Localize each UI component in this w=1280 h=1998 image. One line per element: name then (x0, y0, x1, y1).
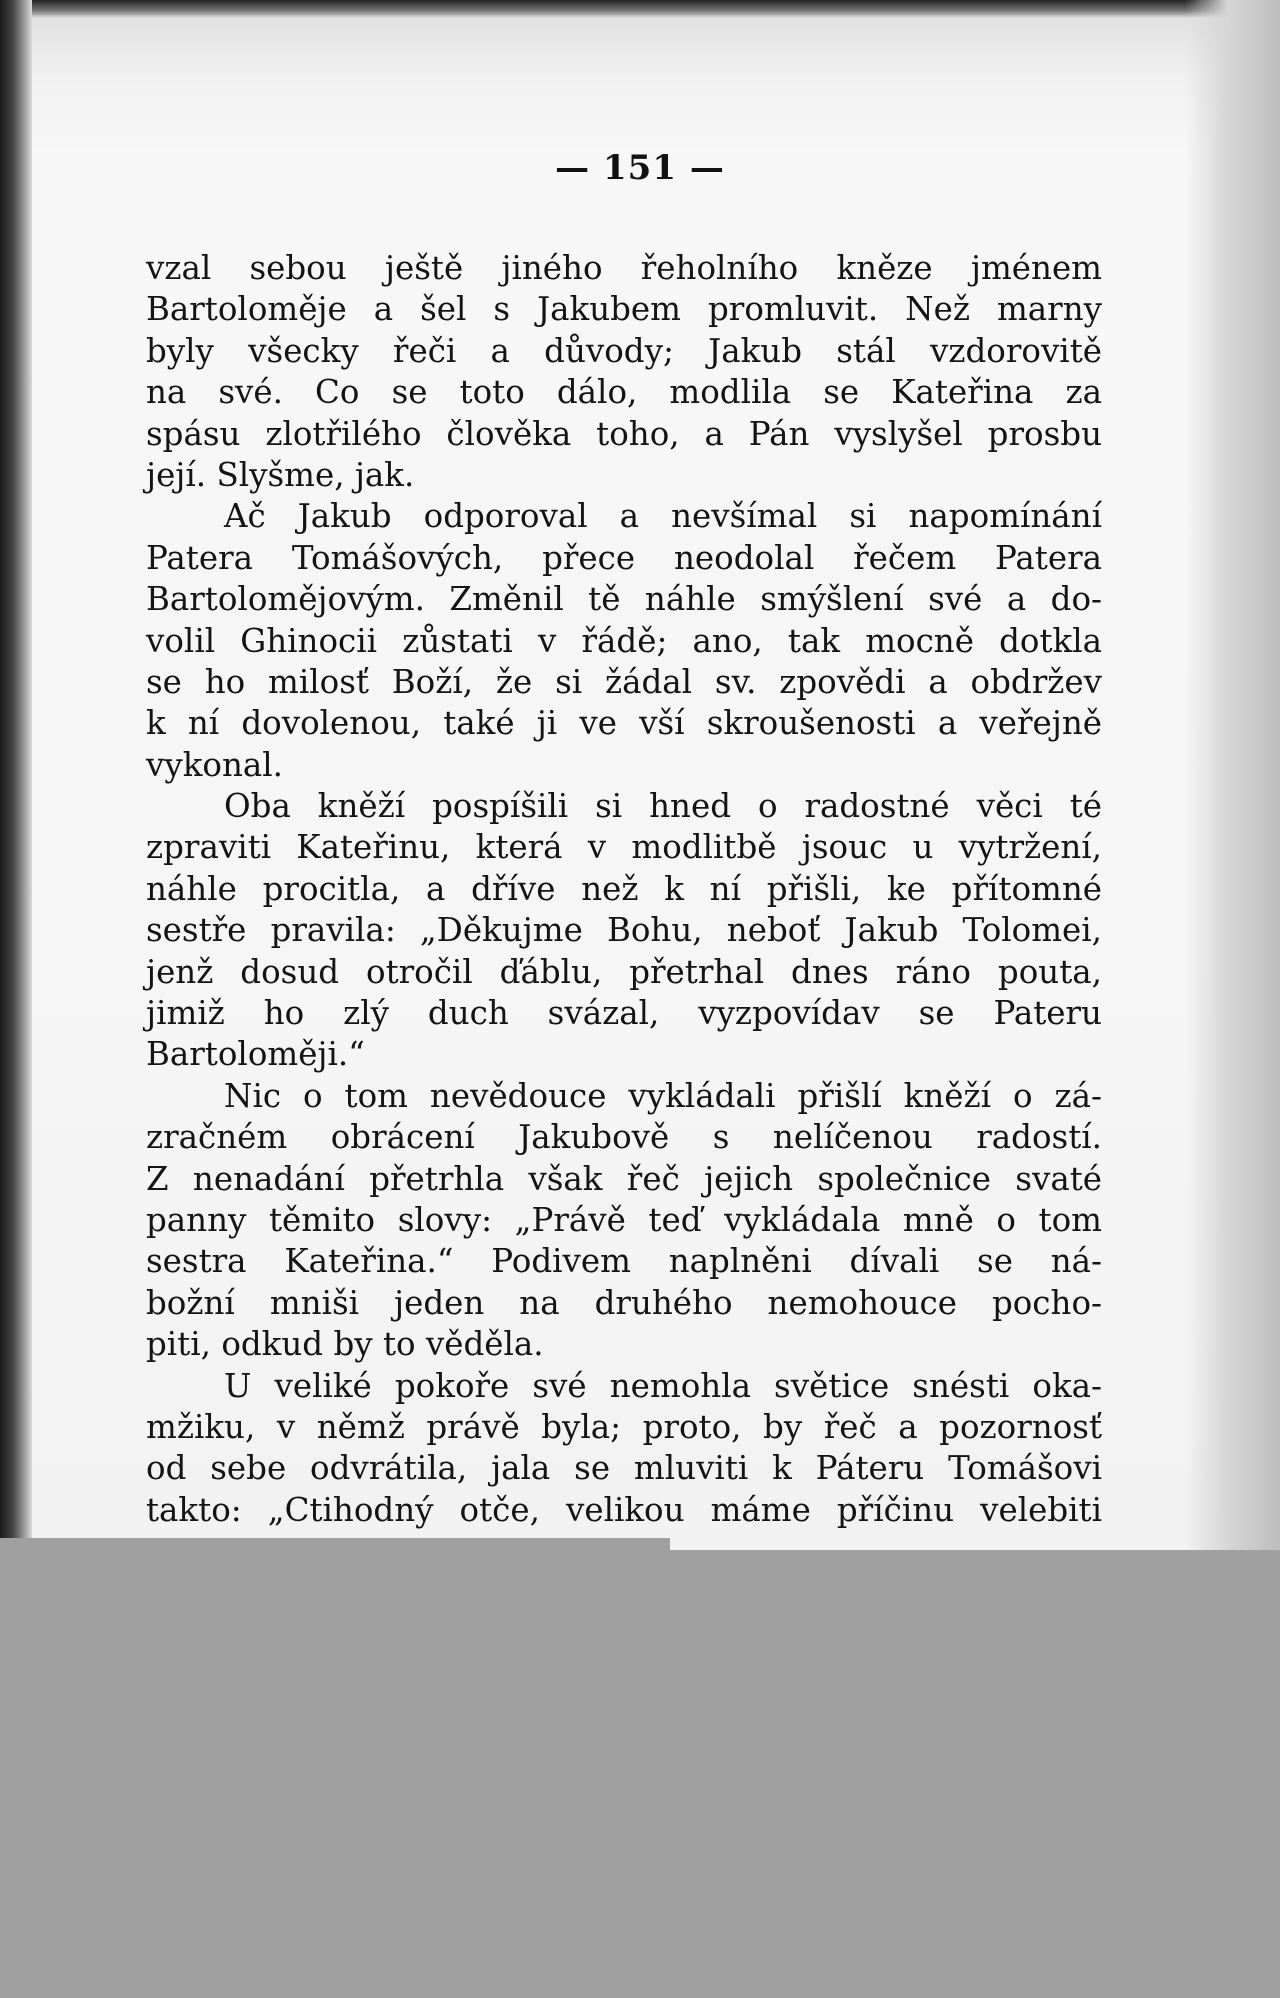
text-line: piti, odkud by to věděla. (146, 1325, 544, 1364)
text-line: zpraviti Kateřinu, která v modlitbě jsouc u vytržení, (146, 828, 1102, 867)
text-line: náhle procitla, a dříve než k ní přišli, ke přítomné (146, 869, 1102, 908)
text-line: zračném obrácení Jakubově s nelíčenou radostí. (146, 1118, 1102, 1157)
paragraph-start-line: Nic o tom nevědouce vykládali přišlí kněží o zá- (224, 1076, 1102, 1115)
text-line: Bartoloměji.“ (146, 1035, 365, 1074)
text-line: k ní dovolenou, také ji ve vší skroušenosti a veřejně (146, 704, 1102, 743)
text-line: Patera Tomášových, přece neodolal řečem Patera (146, 538, 1102, 577)
text-line: její. Slyšme, jak. (146, 455, 415, 494)
scan-right-edge (1185, 0, 1280, 1550)
scan-gray-cover (0, 1550, 1280, 1998)
text-line: jimiž ho zlý duch svázal, vyzpovídav se Pateru (146, 994, 1102, 1033)
text-line: Bartoloměje a šel s Jakubem promluvit. Než marny (146, 290, 1102, 329)
text-line: jenž dosud otročil ďáblu, přetrhal dnes ráno pouta, (146, 952, 1102, 991)
text-line: vykonal. (146, 745, 284, 784)
body-text (146, 248, 1102, 1531)
text-line: byly všecky řeči a důvody; Jakub stál vzdorovitě (146, 331, 1102, 370)
text-line: mžiku, v němž právě byla; proto, by řeč a pozornosť (146, 1407, 1102, 1446)
page-number: — 151 — (555, 148, 725, 188)
text-line: spásu zlotřilého člověka toho, a Pán vyslyšel prosbu (146, 414, 1102, 453)
text-line: Z nenadání přetrhla však řeč jejich společnice svaté (146, 1159, 1102, 1198)
paragraph-start-line: Ač Jakub odporoval a nevšímal si napomínání (224, 497, 1102, 536)
paragraph-start-line: Oba kněží pospíšili si hned o radostné věci té (224, 787, 1102, 826)
text-line: sestra Kateřina.“ Podivem naplněni dívali se ná- (146, 1242, 1102, 1281)
text-line: volil Ghinocii zůstati v řádě; ano, tak mocně dotkla (146, 621, 1102, 660)
text-line: božní mniši jeden na druhého nemohouce pocho- (146, 1283, 1102, 1322)
text-line: vzal sebou ještě jiného řeholního kněze jménem (146, 249, 1102, 287)
text-line: sestře pravila: „Děkujme Bohu, neboť Jakub Tolomei, (146, 911, 1102, 950)
text-line: panny těmito slovy: „Právě teď vykládala mně o tom (146, 1200, 1102, 1239)
text-line: od sebe odvrátila, jala se mluviti k Páteru Tomášovi (146, 1449, 1102, 1488)
paragraph-start-line: U veliké pokoře své nemohla světice snésti oka- (224, 1366, 1102, 1405)
text-line: Bartolomějovým. Změnil tě náhle smýšlení své a do- (146, 580, 1102, 619)
scan-top-edge (0, 0, 1280, 18)
text-line: se ho milosť Boží, že si žádal sv. zpovědi a obdržev (146, 662, 1102, 701)
text-line: takto: „Ctihodný otče, velikou máme příčinu velebiti (146, 1490, 1102, 1529)
text-line: na své. Co se toto dálo, modlila se Kateřina za (146, 373, 1102, 412)
book-spine-edge (0, 0, 32, 1550)
